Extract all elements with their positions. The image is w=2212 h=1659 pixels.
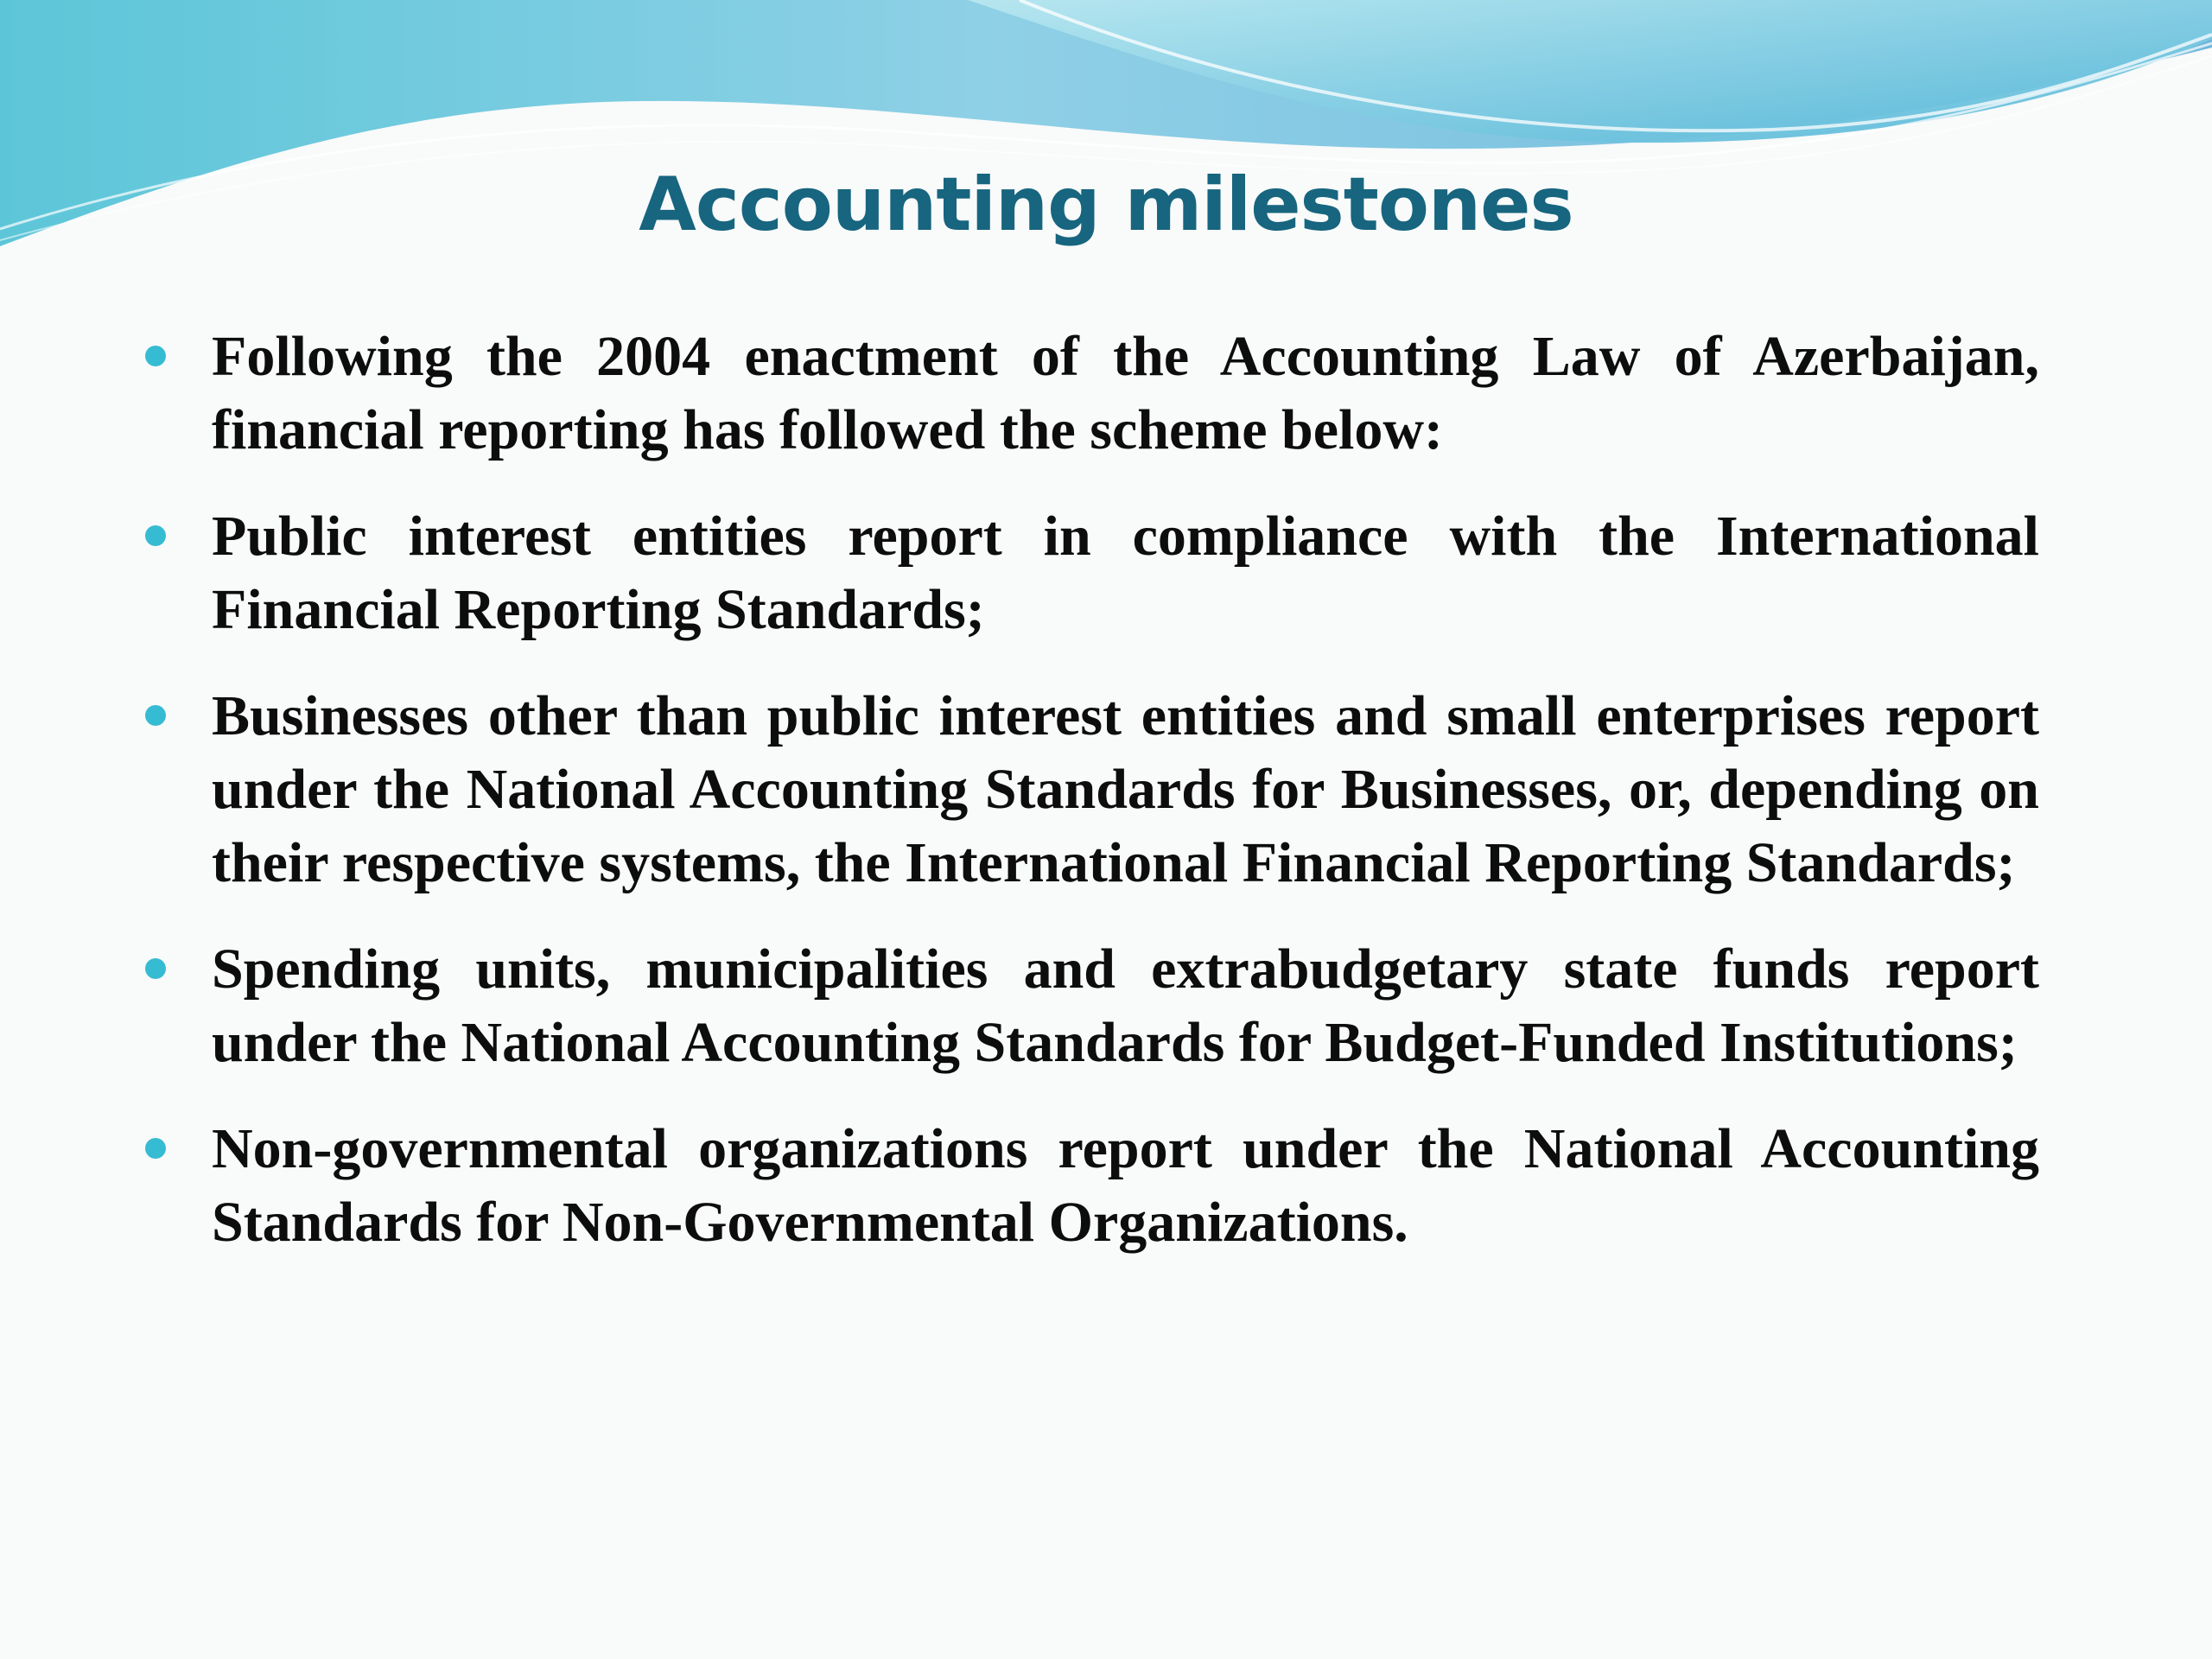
bullet-item [212,1112,2039,1259]
slide-title: Accounting milestones [639,162,1573,248]
bullet-text: Spending units, municipalities and extrabudgetary state funds report under the National Accounting Standards for Budget-Funded Institutions; [212,938,2039,1074]
bullet-item [212,320,2039,467]
bullet-dot-icon [145,1138,166,1159]
bullet-item [212,499,2039,646]
bullet-text: Following the 2004 enactment of the Accounting Law of Azerbaijan, financial reporting has followed the scheme below: [212,325,2039,461]
bullet-item [212,679,2039,899]
bullet-text: Public interest entities report in compliance with the International Financial Reporting Standards; [212,505,2039,641]
bullet-dot-icon [145,525,166,546]
bullet-list [212,320,2039,1292]
bullet-text: Businesses other than public interest entities and small enterprises report under the National Accounting Standards for Businesses, or, depending on their respective systems, the International Financial Reporting Standards; [212,684,2039,894]
bullet-dot-icon [145,705,166,726]
bullet-dot-icon [145,346,166,366]
bullet-item [212,932,2039,1079]
bullet-dot-icon [145,958,166,979]
bullet-text: Non-governmental organizations report under the National Accounting Standards for Non-Governmental Organizations. [212,1117,2039,1254]
